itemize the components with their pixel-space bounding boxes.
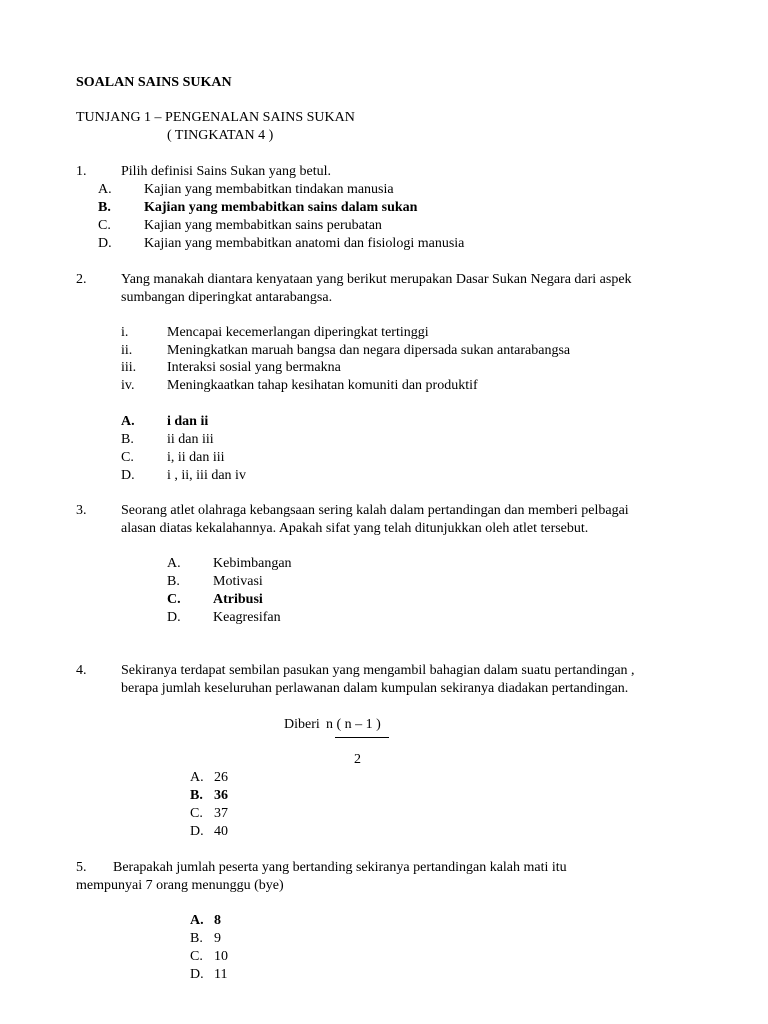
option-letter: B. [121,432,134,447]
question-text-line-2: mempunyai 7 orang menunggu (bye) [76,878,284,893]
statement-roman: ii. [121,343,133,358]
option-text: 37 [214,806,228,821]
option-text-correct: Kajian yang membabitkan sains dalam sukan [144,200,418,215]
formula-prefix: Diberi [284,717,320,732]
option-text: 9 [214,931,221,946]
option-text: 40 [214,824,228,839]
option-letter: C. [190,806,203,821]
page-title: SOALAN SAINS SUKAN [76,75,232,90]
option-text: Kajian yang membabitkan anatomi dan fisiologi manusia [144,236,465,251]
question-text-line-2: berapa jumlah keseluruhan perlawanan dalam kumpulan sekiranya diadakan pertandingan. [121,681,629,696]
statement-roman: iv. [121,378,135,393]
statement-roman: iii. [121,360,137,375]
option-text: Keagresifan [213,610,281,625]
option-letter: A. [190,770,204,785]
option-letter: C. [190,949,203,964]
question-text-line-1: Sekiranya terdapat sembilan pasukan yang mengambil bahagian dalam suatu pertandingan , [121,663,635,678]
option-text: i, ii dan iii [167,450,225,465]
option-letter: A. [98,182,112,197]
option-letter-correct: B. [98,200,111,215]
option-letter: D. [190,967,204,982]
option-text: Kajian yang membabitkan tindakan manusia [144,182,394,197]
option-text: 26 [214,770,228,785]
option-letter-correct: B. [190,788,203,803]
option-letter: D. [98,236,112,251]
question-number: 1. [76,164,87,179]
option-text: ii dan iii [167,432,214,447]
option-letter: A. [167,556,181,571]
statement-text: Meningkatkan maruah bangsa dan negara dipersada sukan antarabangsa [167,343,571,358]
subtitle-topic: TUNJANG 1 – PENGENALAN SAINS SUKAN [76,110,355,125]
question-text-line-2: alasan diatas kekalahannya. Apakah sifat yang telah ditunjukkan oleh atlet tersebut. [121,521,589,536]
option-text: Kajian yang membabitkan sains perubatan [144,218,382,233]
option-letter: D. [121,468,135,483]
option-letter-correct: C. [167,592,181,607]
option-text-correct: i dan ii [167,414,209,429]
option-letter: C. [121,450,134,465]
statement-roman: i. [121,325,129,340]
question-number: 4. [76,663,87,678]
question-number: 5. [76,860,87,875]
option-text-correct: 36 [214,788,228,803]
question-text-line-1: Berapakah jumlah peserta yang bertanding sekiranya pertandingan kalah mati itu [113,860,567,875]
option-text: Motivasi [213,574,263,589]
option-text-correct: 8 [214,913,221,928]
question-text-line-2: sumbangan diperingkat antarabangsa. [121,290,333,305]
option-letter: D. [167,610,181,625]
option-text: i , ii, iii dan iv [167,468,246,483]
question-text: Pilih definisi Sains Sukan yang betul. [121,164,331,179]
statement-text: Interaksi sosial yang bermakna [167,360,341,375]
option-letter-correct: A. [121,414,135,429]
formula-denominator: 2 [354,752,361,767]
question-text-line-1: Yang manakah diantara kenyataan yang berikut merupakan Dasar Sukan Negara dari aspek [121,272,632,287]
option-letter-correct: A. [190,913,204,928]
option-letter: C. [98,218,111,233]
question-number: 3. [76,503,87,518]
question-text-line-1: Seorang atlet olahraga kebangsaan sering kalah dalam pertandingan dan memberi pelbagai [121,503,629,518]
option-text: Kebimbangan [213,556,292,571]
formula-numerator: n ( n – 1 ) [326,717,381,732]
statement-text: Mencapai kecemerlangan diperingkat tertinggi [167,325,429,340]
option-letter: B. [190,931,203,946]
option-text: 10 [214,949,228,964]
option-text-correct: Atribusi [213,592,263,607]
option-letter: D. [190,824,204,839]
statement-text: Meningkaatkan tahap kesihatan komuniti dan produktif [167,378,478,393]
option-text: 11 [214,967,228,982]
subtitle-level: ( TINGKATAN 4 ) [167,128,274,143]
fraction-bar [335,737,389,738]
question-number: 2. [76,272,87,287]
option-letter: B. [167,574,180,589]
